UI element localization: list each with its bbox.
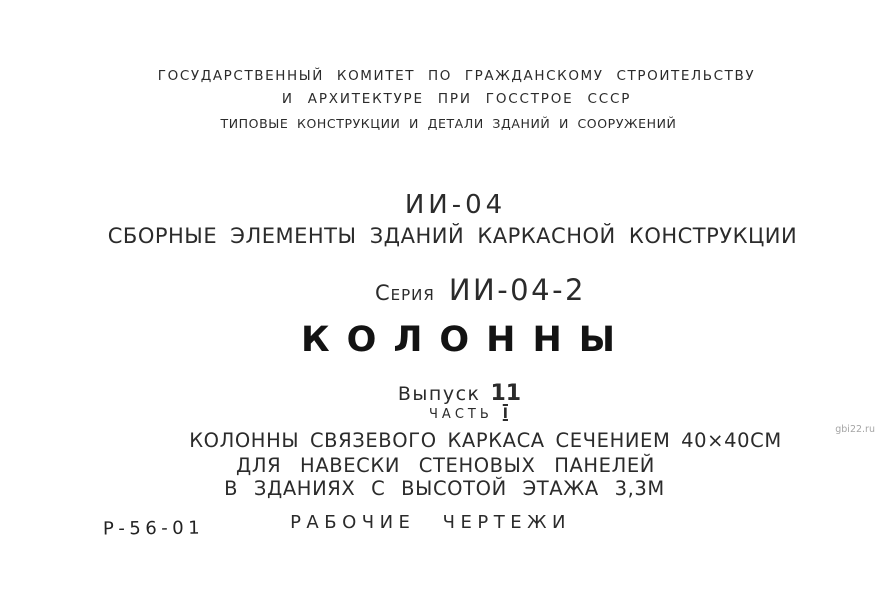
- description-line1: КОЛОННЫ СВЯЗЕВОГО КАРКАСА СЕЧЕНИЕМ 40×40СМ: [189, 429, 782, 452]
- document-code: ИИ-04: [404, 190, 507, 220]
- org-name-line2: И АРХИТЕКТУРЕ ПРИ ГОССТРОЕ СССР: [281, 91, 632, 107]
- site-watermark: gbi22.ru: [835, 424, 875, 435]
- issue-line: [21, 383, 877, 405]
- stamp-code: Р-56-01: [102, 517, 205, 540]
- document-type-label: РАБОЧИЕ ЧЕРТЕЖИ: [290, 512, 571, 533]
- description-line3: В ЗДАНИЯХ С ВЫСОТОЙ ЭТАЖА 3,3М: [224, 477, 665, 500]
- part-number: I: [502, 406, 508, 422]
- part-line: [31, 405, 877, 421]
- main-title: КОЛОННЫ: [300, 320, 633, 360]
- part-label: ЧАСТЬ: [429, 407, 493, 422]
- issue-label: Выпуск: [397, 383, 481, 405]
- collection-title: ТИПОВЫЕ КОНСТРУКЦИИ И ДЕТАЛИ ЗДАНИЙ И СООРУЖЕНИЙ: [220, 116, 677, 131]
- document-subtitle: СБОРНЫЕ ЭЛЕМЕНТЫ ЗДАНИЙ КАРКАСНОЙ КОНСТРУКЦИИ: [107, 224, 798, 248]
- series-label: Серия: [374, 281, 435, 305]
- description-line2: ДЛЯ НАВЕСКИ СТЕНОВЫХ ПАНЕЛЕЙ: [236, 454, 655, 477]
- org-name-line1: ГОСУДАРСТВЕННЫЙ КОМИТЕТ ПО ГРАЖДАНСКОМУ СТРОИТЕЛЬСТВУ: [157, 68, 756, 84]
- issue-number: 11: [490, 381, 522, 406]
- series-line: [42, 273, 877, 307]
- series-code: ИИ-04-2: [448, 273, 586, 307]
